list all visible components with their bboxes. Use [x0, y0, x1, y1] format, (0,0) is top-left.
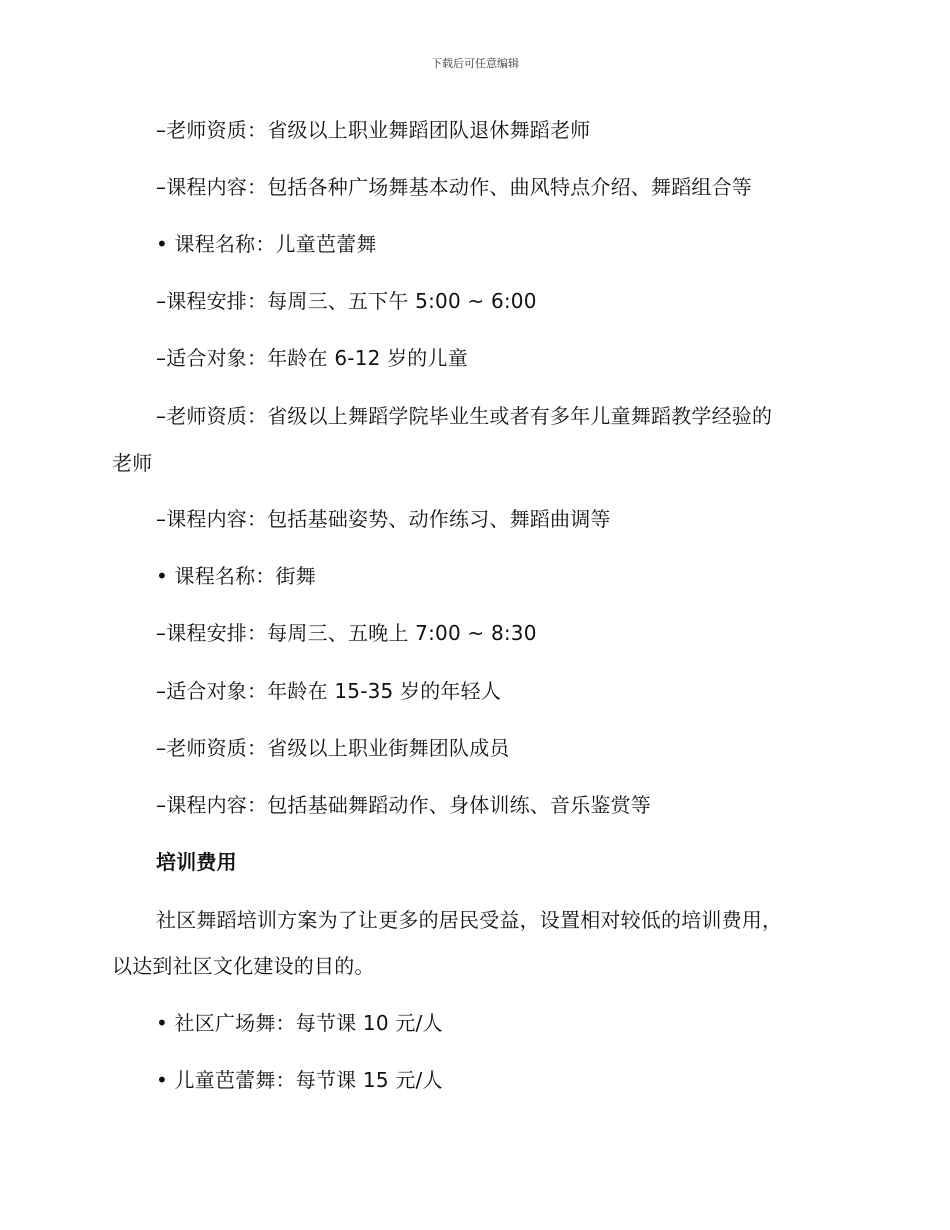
course-content-line: –课程内容：包括基础舞蹈动作、身体训练、音乐鉴赏等 — [156, 793, 651, 817]
teacher-qualification-line: –老师资质：省级以上职业舞蹈团队退休舞蹈老师 — [156, 118, 591, 142]
page-header-note: 下载后可任意编辑 — [431, 57, 519, 70]
fee-item: • 社区广场舞：每节课 10 元/人 — [156, 1011, 443, 1035]
course-content-line: –课程内容：包括基础姿势、动作练习、舞蹈曲调等 — [156, 507, 611, 531]
course-name-line: • 课程名称：街舞 — [156, 564, 316, 588]
course-schedule-line: –课程安排：每周三、五晚上 7:00 ~ 8:30 — [156, 621, 537, 645]
fees-intro-continuation: 以达到社区文化建设的目的。 — [112, 954, 375, 978]
course-content-line: –课程内容：包括各种广场舞基本动作、曲风特点介绍、舞蹈组合等 — [156, 175, 752, 199]
teacher-qualification-line: –老师资质：省级以上舞蹈学院毕业生或者有多年儿童舞蹈教学经验的 — [156, 404, 773, 428]
fees-intro-line: 社区舞蹈培训方案为了让更多的居民受益，设置相对较低的培训费用， — [156, 908, 783, 932]
teacher-qualification-line: –老师资质：省级以上职业街舞团队成员 — [156, 736, 510, 760]
target-audience-line: –适合对象：年龄在 6-12 岁的儿童 — [156, 346, 468, 370]
course-name-line: • 课程名称：儿童芭蕾舞 — [156, 232, 377, 256]
fees-heading: 培训费用 — [156, 850, 237, 874]
fee-item: • 儿童芭蕾舞：每节课 15 元/人 — [156, 1068, 443, 1092]
course-schedule-line: –课程安排：每周三、五下午 5:00 ~ 6:00 — [156, 289, 537, 313]
teacher-qualification-continuation: 老师 — [112, 451, 153, 475]
target-audience-line: –适合对象：年龄在 15-35 岁的年轻人 — [156, 679, 502, 703]
